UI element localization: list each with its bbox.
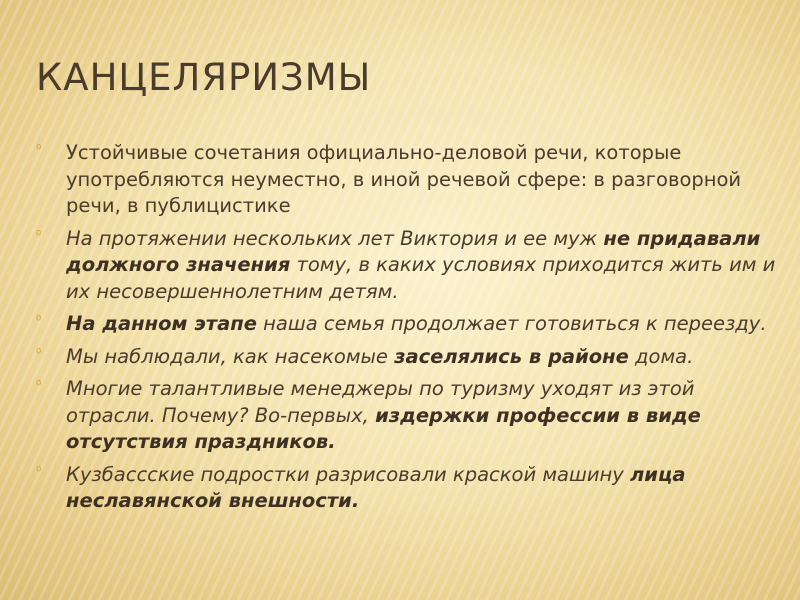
list-item-text: Кузбассские подростки разрисовали краской машину лица неславянской внешности. bbox=[66, 462, 686, 512]
bullet-icon: ⁰ bbox=[36, 314, 42, 329]
list-item bbox=[36, 140, 776, 220]
list-item bbox=[36, 462, 776, 515]
bullet-icon: ⁰ bbox=[36, 464, 42, 480]
slide-title: КАНЦЕЛЯРИЗМЫ bbox=[36, 56, 372, 99]
bullet-icon: ⁰ bbox=[36, 379, 42, 394]
list-item bbox=[36, 226, 776, 306]
list-item-text: Устойчивые сочетания официально-деловой речи, которые употребляются неуместно, в иной речевой сфере: в разговорной речи, в публицистике bbox=[66, 141, 742, 217]
list-item-text: На протяжении нескольких лет Виктория и ее муж не придавали должного значения тому, в каких условиях приходится жить им и их несовершеннолетним детям. bbox=[66, 226, 776, 303]
bullet-icon: ⁰ bbox=[36, 143, 42, 158]
list-item-text: Многие талантливые менеджеры по туризму уходят из этой отрасли. Почему? Во-первых, издержки профессии в виде отсутствия праздников. bbox=[66, 377, 701, 453]
list-item-text: Мы наблюдали, как насекомые заселялись в районе дома. bbox=[66, 344, 694, 368]
bullet-icon: ⁰ bbox=[36, 228, 42, 244]
bullet-list bbox=[36, 140, 776, 521]
list-item-text: На данном этапе наша семья продолжает готовиться к переезду. bbox=[66, 312, 767, 335]
list-item bbox=[36, 376, 776, 456]
list-item bbox=[36, 311, 776, 338]
bullet-icon: ⁰ bbox=[36, 346, 42, 362]
list-item bbox=[36, 344, 776, 371]
